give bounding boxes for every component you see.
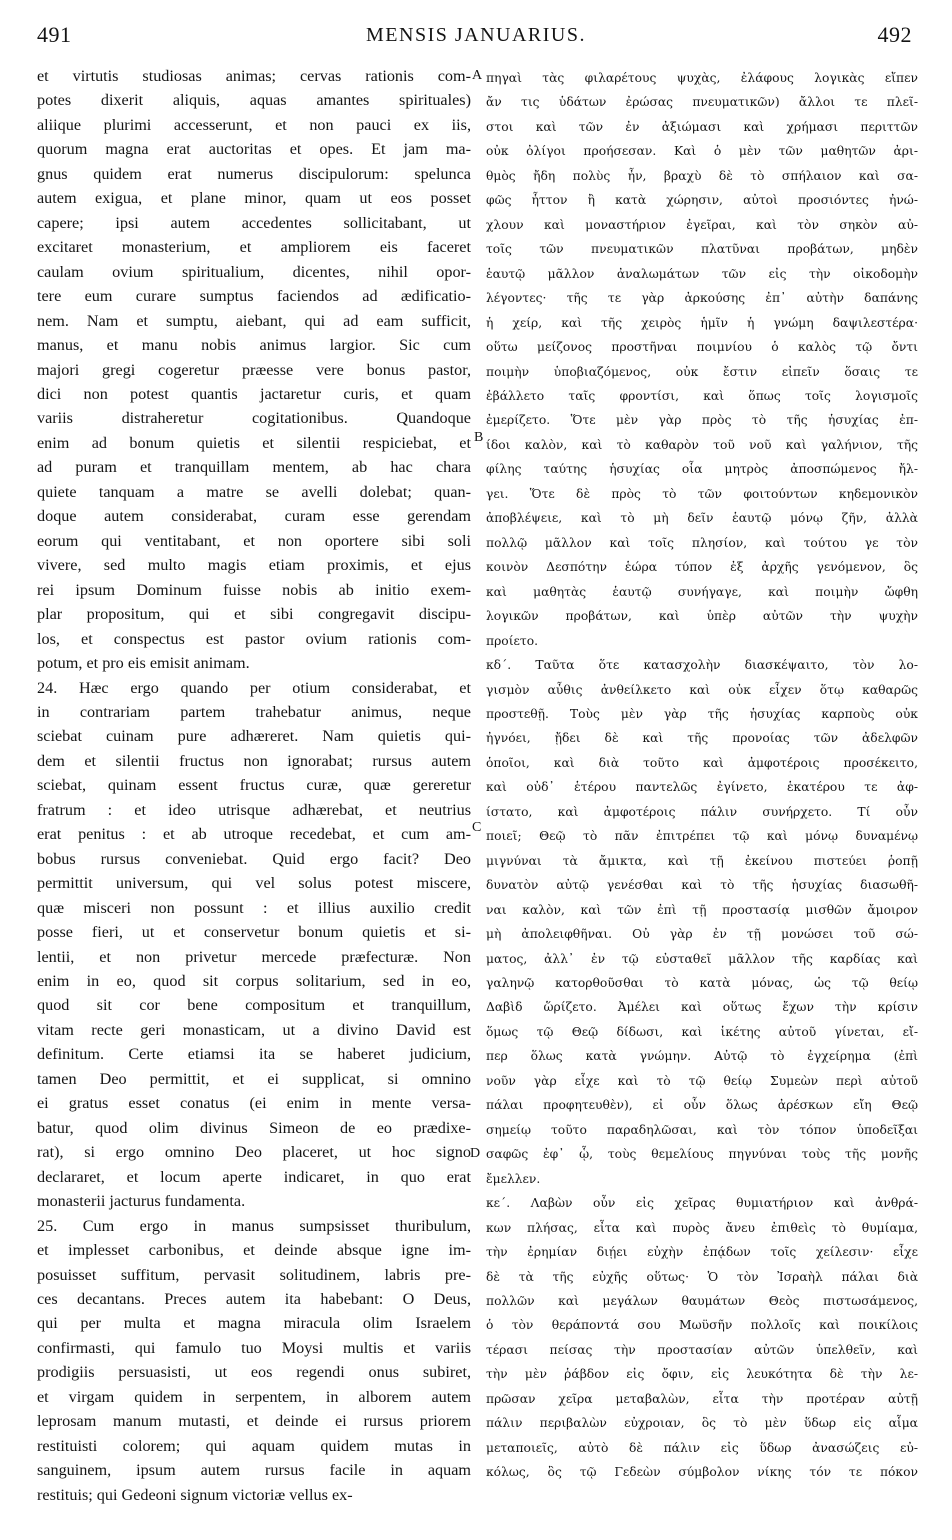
greek-line: μιγνύναι τὰ ἄμικτα, καὶ τῇ ἐκείνου πιστεύει ῥοπῇ [486, 853, 918, 868]
greek-line: οὐκ ὀλίγοι προήσεσαν. Καὶ ὁ μὲν τῶν μαθητῶν ἀρι- [486, 144, 918, 159]
greek-line: σαφῶς ἐφ᾽ ᾧ, τοὺς θεμελίους πηγνύναι τοὺς τῆς μονῆς [486, 1147, 918, 1162]
latin-line: rat), si ergo omnino Deo placeret, ut hoc signo [37, 1143, 471, 1162]
latin-line: aliique plurimi accesserunt, et non pauci ex iis, [37, 115, 471, 134]
greek-line: ἠγνόει, ᾔδει δὲ καὶ τῆς προνοίας τῶν ἀδελφῶν [486, 731, 918, 746]
greek-line: πολλῷ μᾶλλον καὶ τοῖς πλησίον, καὶ τούτου γε τὸν [486, 535, 918, 550]
greek-line: ποιεῖ; Θεῷ τὸ πᾶν ἐπιτρέπει τῷ καὶ μόνῳ δυναμένῳ [486, 829, 918, 844]
latin-line: prodigiis persuasisti, ut eos regendi onus subiret, [37, 1363, 471, 1382]
greek-line: γαληνῷ κατορθοῦσθαι τὸ κατὰ μόνας, ὡς τῷ θείῳ [486, 976, 918, 991]
greek-line: πάλιν περιβαλὼν εὐχροιαν, ὃς τὸ μὲν ὕδωρ εἰς αἷμα [486, 1416, 918, 1431]
latin-line: variis distraheretur cogitationibus. Quandoque [37, 409, 471, 428]
latin-line: doque autem considerabat, curam esse gerendam [37, 507, 471, 526]
latin-line: enim in eo, quod sit corpus solitarium, sed in eo, [37, 972, 471, 991]
latin-line: potum, et pro eis emisit animam. [37, 654, 250, 673]
greek-line: κων πλήσας, εἶτα καὶ πυρὸς ἄνευ ἐπιθεὶς τὸ θυμίαμα, [486, 1220, 918, 1235]
greek-line: πηγαὶ τὰς φιλαρέτους ψυχὰς, ἐλάφους λογικὰς εἴπεν [486, 71, 918, 85]
greek-line: οὕτω μείζονος προστῆναι ποιμνίου ὁ καλὸς τῷ ὄντι [486, 340, 918, 355]
right-page-number: 492 [877, 22, 912, 47]
greek-line: ὁποῖοι, καὶ διὰ τοῦτο καὶ ἀμφοτέροις προσέκειτο, [486, 755, 918, 770]
greek-line: ίστατο, καὶ ἀμφοτέροις πάλιν συνήρχετο. Τί οὖν [486, 804, 918, 819]
left-page-number: 491 [37, 22, 72, 47]
latin-line: majori gregi cogeretur præesse vere bonus pastor, [37, 360, 471, 379]
latin-line: restituis; qui Gedeoni signum victoriæ vellus ex- [37, 1485, 353, 1504]
greek-line: δυνατὸν αὐτῷ γενέσθαι καὶ τὸ τῆς ἡσυχίας διασωθῆ- [486, 878, 918, 893]
latin-line: manus, et manu nobis animus largior. Sic cum [37, 336, 471, 355]
latin-line: 24. Hæc ergo quando per otium considerabat, et [37, 678, 471, 697]
greek-line: κε΄. Λαβὼν οὖν εἰς χεῖρας θυμιατήριον καὶ ἀνθρά- [486, 1196, 918, 1211]
latin-line: eorum qui ventitabant, et non oportere sibi soli [37, 531, 471, 550]
greek-line: κοινὸν Δεσπότην ἑώρα τύπον ἐξ ἀρχῆς γενόμενον, ὃς [486, 560, 918, 575]
margin-marker-c: C [472, 820, 482, 835]
latin-line: definitum. Certe etiamsi ita se haberet judicium, [37, 1045, 471, 1064]
greek-line: πολλῶν καὶ μεγάλων θαυμάτων Θεὸς πιστωσάμενος, [486, 1294, 918, 1308]
latin-line: capere; ipsi autem accedentes sollicitabant, ut [37, 213, 471, 232]
greek-line: φίλης ταύτης ἡσυχίας οἷα μητρὸς ἀποσπώμενος ἤλ- [486, 462, 918, 477]
greek-line: τὴν μὲν ῥάβδον εἰς ὄφιν, εἰς λευκότητα δὲ τὴν λε- [486, 1367, 918, 1382]
greek-line: ὁ τὸν θεράποντά σου Μωϋσῆν πολλοῖς καὶ ποικίλοις [486, 1318, 918, 1333]
latin-line: enim ad bonum quietis et silentii respiciebat, et [37, 433, 471, 452]
greek-line: πάλαι προφητευθὲν), εἰ οὖν ὅλως ἀρέσκων εἴη Θεῷ [486, 1098, 918, 1113]
latin-line: sanguinem, ipsum autem rursus facile in aquam [37, 1461, 471, 1480]
greek-line: γισμὸν αὖθις ἀνθείλκετο καὶ οὐκ εἶχεν ὅτῳ καθαρῶς [486, 682, 918, 697]
latin-line: plar propositum, qui et sibi congregavit discipu- [37, 605, 471, 624]
greek-line: ποιμὴν ὑποβιαζόμενος, οὐκ ἔστιν εἰπεῖν ὅσαις τε [486, 364, 918, 379]
greek-line: ἡ χείρ, καὶ τῆς χειρὸς ἡμῖν ἡ γνώμη δαψιλεστέρα· [486, 315, 918, 330]
latin-line: monasterii jacturus fundamenta. [37, 1192, 246, 1211]
greek-line: ἀποβλέψειε, καὶ τὸ μὴ δεῖν ἑαυτῷ μόνῳ ζῆν, ἀλλὰ [486, 511, 918, 526]
latin-line: quæ misceri non possunt : et illius auxilio credit [37, 898, 471, 917]
latin-line: batur, quod olim divinus Simeon de eo prædixe- [37, 1118, 471, 1137]
margin-marker-b: B [474, 430, 484, 445]
greek-line: φῶς ἧττον ἢ κατὰ χώρησιν, αὐτοὶ προσιόντες ἠνώ- [486, 193, 918, 208]
latin-line: quiete tanquam a matre se avelli dolebat; quan- [37, 482, 471, 501]
greek-line: ἔμελλεν. [486, 1171, 541, 1186]
latin-line: tere eum curare sumptus faciendos ad ædificatio- [37, 287, 471, 306]
latin-line: potes dixerit aliquis, aquas amantes spirituales) [37, 91, 471, 110]
greek-line: προίετο. [486, 633, 539, 648]
latin-line: quorum magna erat auctoritas et opes. Et jam ma- [37, 140, 471, 159]
latin-line: erat penitus : et ab utroque recedebat, et cum am- [37, 825, 471, 844]
greek-line: θμὸς ἤδη πολὺς ἦν, βραχὺ δὲ τὸ σπήλαιον καὶ σα- [486, 168, 918, 183]
latin-line: dem et silentii fructus non ignorabat; rursus autem [37, 751, 471, 770]
latin-line: et implesset carbonibus, et deinde absque igne im- [37, 1241, 471, 1260]
latin-line: quod sit cor bene compositum et tranquillum, [37, 996, 471, 1015]
greek-line: χλουν καὶ μοναστήριον ἐγεῖραι, καὶ τὸν σηκὸν αὐ- [486, 217, 918, 232]
latin-line: bobus rursus conveniebat. Quid ergo facit? Deo [37, 849, 471, 868]
latin-line: fratrum : et ideo utrisque adhærebat, et neutrius [37, 800, 471, 819]
greek-line: καὶ οὐδ᾽ ἑτέρου παντελῶς ἐγίνετο, ἑκατέρου τε ἀφ- [486, 780, 918, 795]
latin-line: autem exigua, et plane minor, quam ut eos posset [37, 189, 471, 208]
latin-line: vitam recte geri monasticam, ut a divino David est [37, 1020, 471, 1039]
greek-line: τέρασι πείσας τὴν προστασίαν αὐτῶν ὑπελθεῖν, καὶ [486, 1342, 918, 1357]
greek-line: σημείῳ τοῦτο παραδηλῶσαι, καὶ τὸν τόπον ὑποδεῖξαι [486, 1122, 918, 1137]
greek-line: ίδοι καλὸν, καὶ τὸ καθαρὸν τοῦ νοῦ καὶ γαλήνιον, τῆς [486, 437, 918, 452]
greek-line: μεταποιεῖς, αὐτὸ δὲ πάλιν εἰς ὕδωρ ἀνασώζεις εὐ- [486, 1440, 918, 1455]
greek-line: τοῖς τῶν πνευματικῶν πλατῦναι προβάτων, μηδὲν [486, 242, 918, 257]
latin-line: sciebat, quinam essent fructus curæ, quæ gereretur [37, 776, 471, 795]
latin-line: sciebat cuinam pure adhæreret. Nam quietis qui- [37, 727, 471, 746]
greek-line: Δαβὶδ ὥρίζετο. Ἀμέλει καὶ οὕτως ἔχων τὴν κρίσιν [486, 1000, 918, 1015]
latin-line: et virgam quidem in serpentem, in alborem autem [37, 1387, 471, 1406]
latin-line: nem. Nam et sumptu, aiebant, qui ad eam sufficit, [37, 311, 471, 330]
running-title: MENSIS JANUARIUS. [366, 24, 586, 46]
latin-line: et virtutis studiosas animas; cervas rationis com- [37, 67, 471, 85]
latin-line: excitaret monasterium, et ampliorem eis faceret [37, 238, 471, 257]
latin-line: dici non potest quantis jactaretur curis, et quam [37, 384, 471, 403]
latin-line: gnus quidem erat numerus discipulorum: spelunca [37, 164, 471, 183]
latin-line: los, et conspectus est pastor ovium rationis com- [37, 629, 471, 648]
greek-line: ἐμερίζετο. Ὅτε μὲν γὰρ πρὸς τὸ τῆς ἡσυχίας ἐπ- [486, 413, 918, 428]
latin-line: confirmasti, qui famulo tuo Moysi multis et variis [37, 1338, 471, 1357]
greek-line: ὅμως τῷ Θεῷ δίδωσι, καὶ ἱκέτης αὐτοῦ γίνεται, εἴ- [486, 1024, 918, 1039]
latin-line: permittit universum, qui vel solus potest miscere, [37, 874, 471, 893]
greek-line: ἑαυτῷ μᾶλλον ἀναλωμάτων τῶν εἰς τὴν οἰκοδομὴν [486, 266, 918, 281]
greek-line: λέγοντες· τῆς τε γὰρ ἀρκούσης ἐπ᾽ αὐτὴν δαπάνης [486, 291, 918, 306]
latin-line: ei gratus esset conatus (ei enim in mente versa- [37, 1094, 471, 1113]
greek-line: λογικῶν προβάτων, καὶ ὑπὲρ αὐτῶν τὴν ψυχὴν [486, 609, 918, 624]
latin-line: vivere, sed multo magis etiam proximis, et ejus [37, 556, 471, 575]
latin-line: ces decantans. Preces autem ita habebant: O Deus, [37, 1290, 471, 1308]
margin-marker-a: A [472, 68, 483, 83]
greek-line: μὴ ἀπολειφθῆναι. Οὐ γὰρ ἐν τῇ μονώσει τοῦ σώ- [486, 927, 918, 942]
greek-line: νοῦν γὰρ εἶχε καὶ τὸ τῷ θείῳ Συμεὼν περὶ αὐτοῦ [486, 1073, 918, 1088]
greek-line: καὶ μαθητὰς ἑαυτῷ συνήγαγε, καὶ ποιμὴν ὤφθη [486, 584, 918, 599]
latin-line: posuisset suffitum, pervasit solitudinem, labris pre- [37, 1265, 471, 1284]
latin-line: 25. Cum ergo in manus sumpsisset thuribulum, [37, 1216, 471, 1235]
greek-line: τὴν ἐρημίαν διῄει εὐχὴν ἐπᾴδων τοῖς χείλεσιν· εἶχε [486, 1245, 918, 1260]
latin-line: lentii, et non privetur mercede præfecturæ. Non [37, 947, 471, 966]
latin-line: restituisti colorem; qui aquam quidem mutas in [37, 1436, 471, 1455]
greek-line: ναι καλὸν, καὶ τῶν ἐπὶ τῇ προστασίᾳ μισθῶν ἄμοιρον [486, 902, 918, 917]
margin-marker-d: D [470, 1146, 481, 1161]
latin-line: qui per multa et magna miracula olim Israelem [37, 1314, 471, 1333]
greek-line: ἄν τις ὑδάτων ἐρώσας πνευματικῶν) ἄλλοι τε πλεῖ- [486, 95, 918, 110]
greek-line: κδ΄. Ταῦτα ὅτε κατασχολὴν διασκέψαιτο, τὸν λο- [486, 658, 918, 673]
greek-line: δὲ τὰ τῆς εὐχῆς οὕτως· Ὁ τὸν Ἰσραὴλ πάλαι διὰ [486, 1269, 918, 1284]
latin-line: caulam ovium spiritualium, dicentes, nihil opor- [37, 262, 471, 281]
greek-line: προστεθῇ. Τοὺς μὲν γὰρ τῆς ἡσυχίας καρποὺς οὐκ [486, 706, 918, 721]
latin-line: rei ipsum Dominum fuisse nobis ab initio exem- [37, 580, 471, 599]
greek-line: ἐβάλλετο ταῖς φροντίσι, καὶ ὅπως τοῖς λογισμοῖς [486, 388, 918, 403]
greek-line: κόλως, ὃς τῷ Γεδεὼν σύμβολον νίκης τόν τε πόκον [486, 1465, 918, 1480]
greek-line: στοι καὶ τῶν ἐν ἀξιώμασι καὶ χρήμασι περιττῶν [486, 119, 918, 134]
greek-line: γει. Ὅτε δὲ πρὸς τὸ τῶν φοιτούντων κηδεμονικὸν [486, 486, 918, 501]
latin-line: declararet, et locum aperte indicaret, in quo erat [37, 1167, 471, 1186]
latin-line: ad puram et tranquillam mentem, ab hac chara [37, 458, 471, 477]
latin-line: posse fieri, ut et conservetur bonum quietis et si- [37, 923, 471, 942]
latin-line: tamen Deo permittit, et ei supplicat, si omnino [37, 1069, 471, 1088]
latin-line: in contrariam partem trahebatur animus, neque [37, 702, 471, 721]
greek-line: πρῶσαν χεῖρα μεταβαλὼν, εἶτα τὴν προτέραν αὐτῇ [486, 1391, 918, 1406]
greek-line: περ ὅλως κατὰ γνώμην. Αὐτῷ τὸ ἐγχείρημα (ἐπὶ [486, 1049, 918, 1064]
greek-line: ματος, ἀλλ᾽ ἐν τῷ εὐσταθεῖ μᾶλλον τῆς καρδίας καὶ [486, 951, 918, 966]
latin-line: leprosam manum mutasti, et deinde ei rursus priorem [37, 1412, 471, 1431]
